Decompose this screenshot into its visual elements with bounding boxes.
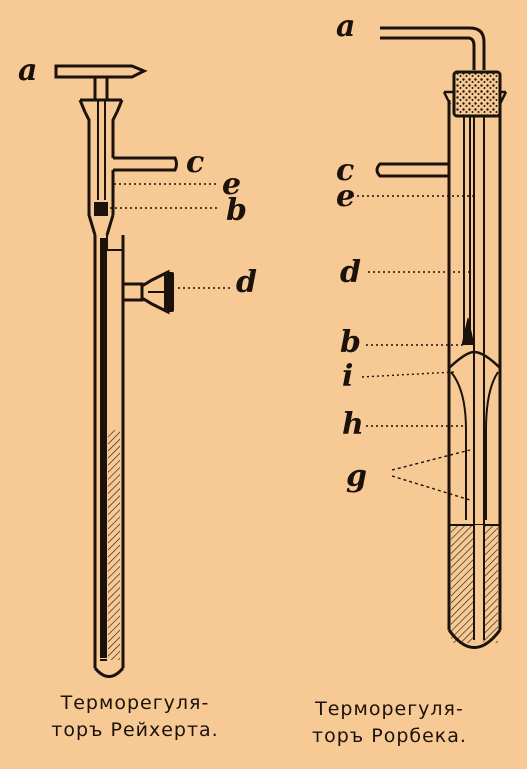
leader-i-right: [362, 372, 454, 377]
cork-stopper: [454, 72, 500, 116]
caption-rohrbeck: [282, 696, 497, 750]
tube-a-left: [56, 66, 144, 77]
caption-reichert-line2: торъ Рейхерта.: [51, 719, 219, 741]
label-i-right: i: [342, 359, 354, 394]
caption-reichert-line1: Терморегуля-: [60, 692, 210, 714]
label-a-left: a: [18, 53, 38, 88]
label-c-left: c: [186, 145, 205, 180]
tube-a-right: [380, 28, 484, 70]
caption-reichert: [20, 690, 250, 744]
leader-g-lower: [392, 476, 470, 500]
mercury-b-left: [94, 202, 108, 216]
label-e-left: e: [222, 167, 242, 202]
rohrbeck-thermoregulator: [352, 28, 506, 648]
label-c-right: c: [336, 153, 355, 188]
label-b-right: b: [340, 325, 361, 360]
label-g-right: g: [346, 459, 367, 494]
label-d-right: d: [340, 255, 361, 290]
side-tube-c-right: [377, 164, 449, 176]
screw-d-branch: [123, 284, 142, 300]
label-e-right: e: [336, 179, 356, 214]
mercury-column-left: [100, 238, 107, 658]
side-tube-c-left: [113, 158, 177, 170]
label-b-left: b: [226, 193, 247, 228]
caption-rohrbeck-line1: Терморегуля-: [315, 698, 464, 720]
caption-rohrbeck-line2: торъ Рорбека.: [312, 725, 467, 747]
leader-g-upper: [392, 450, 470, 470]
label-a-right: a: [336, 9, 356, 44]
label-h-right: h: [342, 407, 364, 442]
label-d-left: d: [236, 265, 257, 300]
